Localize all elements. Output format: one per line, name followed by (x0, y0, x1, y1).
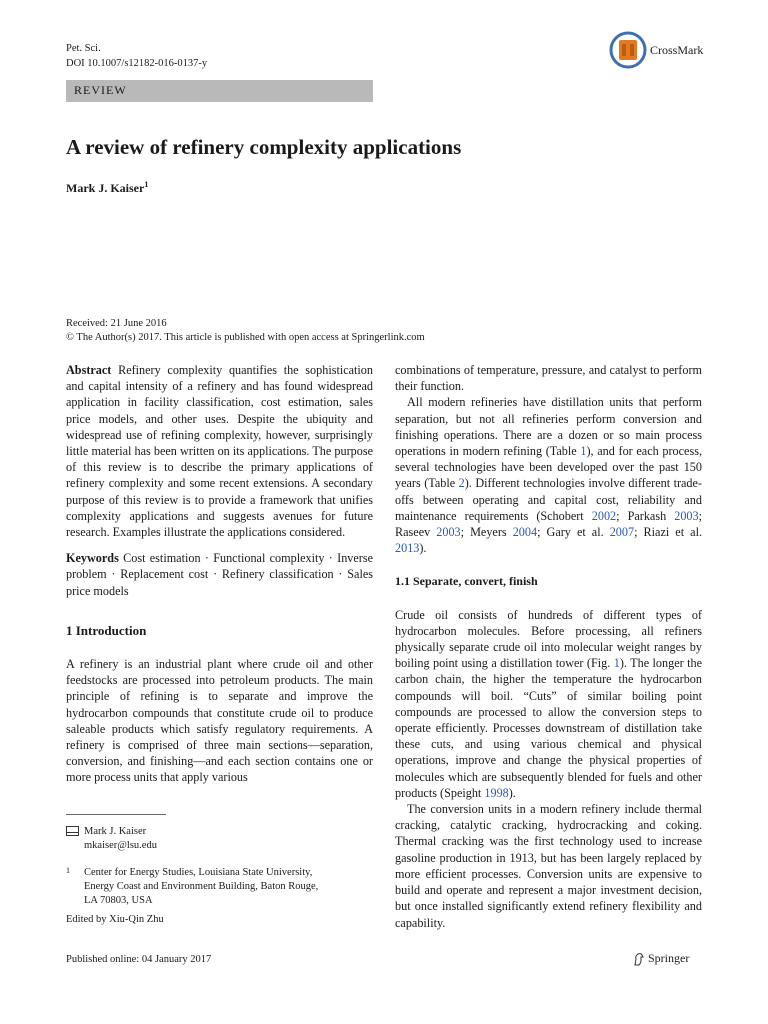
citation-link[interactable]: 2002 (591, 508, 617, 523)
corresponding-author-name: Mark J. Kaiser (84, 826, 147, 837)
intro-paragraph: A refinery is an industrial plant where crude oil and other feedstocks are processed into petroleum products. The main principle of refining is to separate and improve the hydrocarbon compounds that constitute crude oil to produce saleable products which satisfy regulatory requirements. A refinery is comprised of three main sections—separation, conversion, and finishing—and each section contains one or more process units that apply various (66, 657, 373, 785)
author-line (66, 180, 148, 196)
section-heading-introduction: 1 Introduction (66, 622, 147, 638)
affiliation-line-1: Center for Energy Studies, Louisiana State University, (84, 867, 313, 878)
text-run: Crude oil consists of hundreds of different types of hydrocarbon molecules. Before processing, all refiners physically separate crude oil into molecular weight ranges by boiling point using a distillation tower (Fig. (395, 607, 702, 671)
citation-link[interactable]: 2003 (674, 508, 699, 523)
text-run: ; Riazi et al. (634, 525, 703, 540)
article-title: A review of refinery complexity applications (66, 135, 462, 159)
right-paragraph-2 (395, 607, 702, 801)
keywords (66, 550, 373, 599)
article-type-label: REVIEW (74, 83, 127, 97)
crossmark-label: CrossMark (650, 43, 704, 57)
right-paragraph-0: combinations of temperature, pressure, and catalyst to perform their function. (395, 363, 702, 394)
citation-link[interactable]: 2004 (512, 525, 538, 540)
text-run: ). The longer the carbon chain, the higher the temperature the hydrocarbon compounds will boil. “Cuts” of similar boiling point compounds are processed to allow the conversion steps to operate efficiently. Processes downstream of distillation take these cuts, and using various chemical and physical operations, improve and change the physical properties of molecules which are subsequently blended for fuels and other products (Speight (395, 656, 703, 800)
publisher-name: Springer (648, 951, 690, 965)
text-run: ; Meyers (460, 525, 513, 540)
keywords-text: Cost estimation · Functional complexity · Inverse problem · Replacement cost · Refinery classification · Sales price models (66, 551, 374, 598)
text-run: ), and for each process, several technologies have been developed over the past 150 years (Table (395, 444, 702, 491)
affiliation-number: 1 (66, 866, 70, 875)
citation-link[interactable]: 2013 (395, 541, 420, 556)
abstract-text: Refinery complexity quantifies the sophistication and capital intensity of a refinery and has found widespread application in facility classification, cost estimation, sales price models, and other uses. Despite the ubiquity and widespread use of refining complexity, however, surprisingly little material has been written on its applications. The purpose of this review is to describe the primary applications of refinery complexity and some recent extensions. A secondary purpose of this review is to provide a framework that unifies complexity applications and suggests avenues for future research. Examples illustrate the applications considered. (66, 363, 373, 540)
crossmark-icon (608, 30, 648, 70)
copyright-line: © The Author(s) 2017. This article is published with open access at Springerlink.com (66, 332, 425, 343)
right-column (395, 362, 702, 931)
affiliation-line-2: Energy Coast and Environment Building, Baton Rouge, (84, 881, 319, 892)
text-run: ). Different technologies involve different trade-offs between operating and capital cost, reliability and maintenance requirements (Schobert (395, 476, 702, 523)
journal-name: Pet. Sci. (66, 43, 101, 54)
table-2-link[interactable]: 2 (458, 476, 465, 491)
left-column (66, 362, 373, 786)
text-run: ). (508, 785, 516, 800)
doi[interactable]: DOI 10.1007/s12182-016-0137-y (66, 58, 208, 69)
figure-1-link[interactable]: 1 (613, 656, 620, 671)
text-run: ; Raseev (395, 508, 702, 540)
text-run: ; Parkash (616, 508, 675, 523)
right-paragraph-1 (395, 394, 702, 556)
published-online: Published online: 04 January 2017 (66, 954, 212, 965)
citation-link[interactable]: 2007 (609, 525, 635, 540)
right-paragraph-3: The conversion units in a modern refinery include thermal cracking, catalytic cracking, hydrocracking and coking. Thermal cracking was the first technology used to increase gasoline production in 1913, but has been largely replaced by more efficient processes. Conversion units are expensive to build and operate and represent a major investment decision, but once installed significantly extend refinery flexibility and capability. (395, 802, 702, 930)
citation-link[interactable]: 1998 (484, 785, 509, 800)
abstract (66, 362, 373, 540)
subsection-heading: 1.1 Separate, convert, finish (395, 574, 538, 589)
affiliation-line-3: LA 70803, USA (84, 895, 153, 906)
text-run: All modern refineries have distillation units that perform separation, but not all refineries perform conversion and finishing operations. There are a dozen or so main process operations in modern refining (Table (395, 395, 702, 459)
footnote-rule (66, 814, 166, 815)
author-affil-marker: 1 (144, 180, 149, 189)
edited-by: Edited by Xiu-Qin Zhu (66, 914, 164, 925)
article-type-bar (66, 80, 373, 102)
text-run: ). (419, 541, 427, 556)
author-name: Mark J. Kaiser (66, 181, 145, 195)
corresponding-author-email[interactable]: mkaiser@lsu.edu (84, 840, 157, 851)
envelope-icon (66, 826, 79, 836)
abstract-label: Abstract (66, 363, 112, 377)
citation-link[interactable]: 2003 (436, 525, 461, 540)
text-run: ; Gary et al. (537, 525, 610, 540)
table-1-link[interactable]: 1 (580, 444, 587, 459)
springer-horse-icon (633, 952, 645, 966)
received-date: Received: 21 June 2016 (66, 318, 167, 329)
keywords-label: Keywords (66, 551, 119, 566)
